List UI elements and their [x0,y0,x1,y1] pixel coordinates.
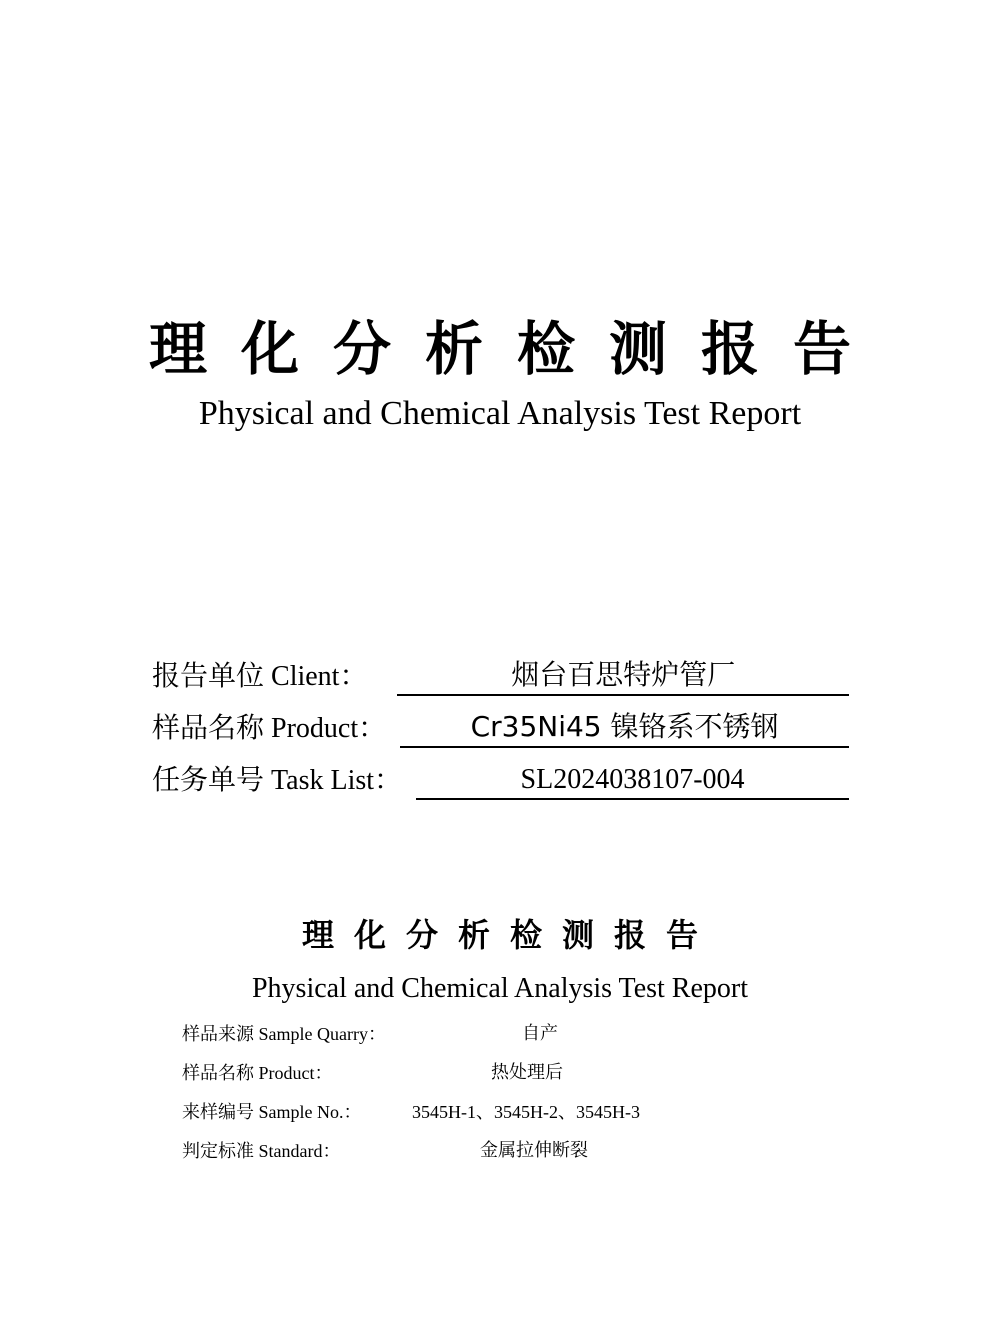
product-field [152,704,849,748]
client-label: 报告单位 Client： [152,659,368,692]
sample-quarry-label-en: Sample Quarry： [254,1024,386,1044]
sample-number-row [182,1097,640,1127]
product-label-cn: 样品名称 [182,1063,254,1084]
client-field [152,652,849,696]
client-value: 烟台百思特炉管厂 [397,657,849,696]
task-list-value: SL2024038107-004 [416,762,849,800]
sample-number-value: 3545H-1、3545H-2、3545H-3 [412,1102,640,1122]
sample-number-label-en: Sample No.： [254,1102,362,1122]
cover-title-english: Physical and Chemical Analysis Test Report [198,395,802,432]
product-label: 样品名称 Product： [152,711,387,744]
standard-label-cn: 判定标准 [182,1141,254,1162]
task-list-label: 任务单号 Task List： [152,763,403,796]
product-value: Cr35Ni45 镍铬系不锈钢 [400,709,849,748]
standard-row [182,1136,588,1166]
report-title-english: Physical and Chemical Analysis Test Report [251,973,748,1004]
standard-value: 金属拉伸断裂 [480,1140,588,1161]
product-value-detail: 热处理后 [491,1062,563,1083]
sample-quarry-label-cn: 样品来源 [182,1024,254,1045]
standard-label-en: Standard： [254,1141,341,1161]
product-label-en: Product： [254,1063,333,1083]
cover-title-chinese: 理化分析检测报告 [148,315,885,383]
sample-number-label-cn: 来样编号 [182,1102,254,1123]
report-title-chinese: 理化分析检测报告 [301,916,718,954]
sample-quarry-row [182,1019,558,1049]
product-row [182,1058,563,1088]
task-list-field [152,756,849,800]
sample-quarry-value: 自产 [522,1023,558,1044]
